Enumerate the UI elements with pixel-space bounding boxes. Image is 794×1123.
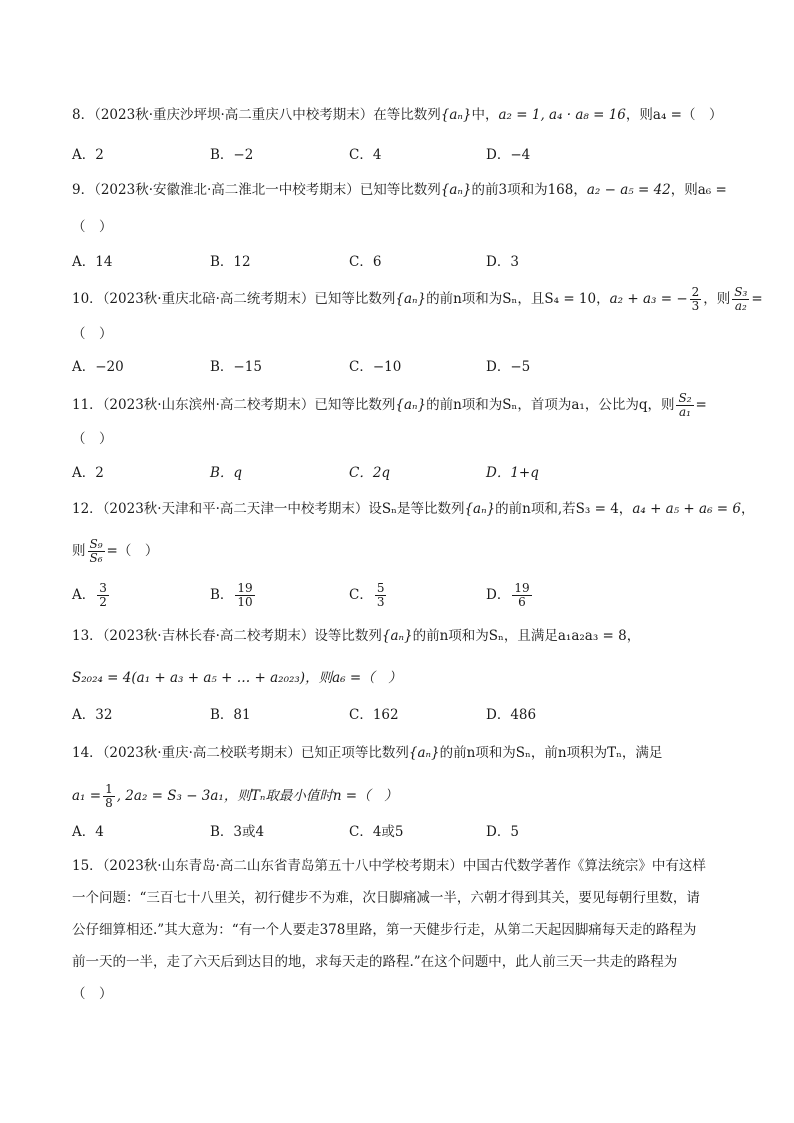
- condition: a₂ = 1, a₄ · a₈ = 16: [498, 107, 626, 123]
- question-number: 13．: [72, 628, 103, 644]
- question-text: 的前n项和为Sₙ，前n项积为Tₙ，满足: [439, 745, 663, 761]
- question-number: 8．: [72, 107, 95, 123]
- question-source: （2023秋·重庆北碚·高二统考期末）已知等比数列: [102, 291, 396, 307]
- answer-paren-11: [72, 430, 732, 448]
- fraction-one-eighth: [103, 783, 115, 810]
- sequence-symbol: {aₙ}: [440, 107, 472, 123]
- question-14: [72, 744, 732, 762]
- question-text: 的前n项和为Sₙ，首项为a₁，公比为q，则: [426, 397, 675, 413]
- question-formula: , 2a₂ = S₃ − 3a₁，则Tₙ取最小值时n =（ ）: [116, 788, 398, 804]
- answer-paren: （ ）: [72, 219, 113, 235]
- question-source: （2023秋·重庆·高二校联考期末）已知正项等比数列: [102, 745, 409, 761]
- fraction-two-thirds: [690, 286, 702, 313]
- question-13: [72, 627, 732, 645]
- option-c[interactable]: C．4或5: [349, 824, 404, 840]
- question-12: [72, 500, 755, 518]
- answer-paren: （ ）: [72, 431, 113, 447]
- sequence-symbol: {aₙ}: [408, 745, 440, 761]
- option-a[interactable]: A．4: [72, 824, 104, 840]
- options-8: [72, 146, 732, 168]
- fraction-denominator: a₂: [734, 299, 747, 313]
- fraction-numerator: S₉: [89, 537, 103, 551]
- sequence-symbol: {aₙ}: [395, 291, 427, 307]
- question-source: （2023秋·吉林长春·高二校考期末）设等比数列: [102, 628, 382, 644]
- fraction-denominator: S₆: [89, 551, 103, 565]
- fraction-numerator: 3: [99, 581, 107, 595]
- fraction-denominator: 6: [518, 595, 526, 609]
- comma: ，: [703, 291, 717, 307]
- question-9: [72, 181, 732, 199]
- equals-sign: =: [695, 397, 707, 413]
- option-d[interactable]: D．−4: [486, 147, 531, 163]
- option-a[interactable]: A．14: [72, 254, 113, 270]
- question-15-line4: [72, 953, 732, 971]
- question-text: 中，: [471, 107, 499, 123]
- condition: a₂ + a₃ = −: [609, 291, 688, 307]
- option-c[interactable]: C．162: [349, 707, 399, 723]
- question-text: 的前n项和为Sₙ，且满足a₁a₂a₃ = 8，: [412, 628, 641, 644]
- option-fraction: [375, 582, 387, 609]
- option-d[interactable]: D．−5: [486, 359, 531, 375]
- fraction-denominator: 10: [237, 595, 253, 609]
- answer-paren: （ ）: [72, 326, 113, 342]
- question-source: （2023秋·天津和平·高二天津一中校考期末）设Sₙ是等比数列: [102, 501, 465, 517]
- question-8: [72, 106, 732, 124]
- question-source: （2023秋·山东滨州·高二校考期末）已知等比数列: [102, 397, 396, 413]
- option-a[interactable]: A．2: [72, 465, 104, 481]
- question-line: 一个问题：“三百七十八里关，初行健步不为难，次日脚痛减一半，六朝才得到其关，要见每朝行里数，请: [72, 890, 700, 906]
- fraction-numerator: 2: [691, 285, 700, 299]
- option-label: C．: [349, 587, 373, 603]
- option-c[interactable]: C．4: [349, 147, 382, 163]
- option-d[interactable]: D．1+q: [486, 465, 539, 481]
- answer-paren-10: [72, 325, 732, 343]
- option-d[interactable]: [486, 582, 534, 609]
- option-b[interactable]: B．3或4: [210, 824, 265, 840]
- option-fraction: [512, 582, 531, 609]
- fraction-numerator: 1: [105, 782, 113, 796]
- option-fraction: [97, 582, 109, 609]
- sequence-symbol: {aₙ}: [381, 628, 413, 644]
- fraction-denominator: a₁: [679, 405, 691, 419]
- option-c[interactable]: C．6: [349, 254, 382, 270]
- equals-sign: =: [751, 291, 763, 307]
- fraction-numerator: 19: [237, 581, 253, 595]
- option-d[interactable]: D．3: [486, 254, 519, 270]
- options-10: [72, 358, 732, 380]
- answer-paren: （ ）: [72, 986, 113, 1002]
- question-number: 11．: [72, 397, 103, 413]
- sequence-symbol: {aₙ}: [440, 182, 472, 198]
- sequence-symbol: {aₙ}: [395, 397, 427, 413]
- option-d[interactable]: D．486: [486, 707, 537, 723]
- question-text: 的前n项和,若S₃ = 4，: [495, 501, 633, 517]
- fraction-denominator: 3: [376, 595, 385, 609]
- option-b[interactable]: B．81: [210, 707, 251, 723]
- question-source: （2023秋·重庆沙坪坝·高二重庆八中校考期末）在等比数列: [94, 107, 441, 123]
- question-ask: ，则a₆ =: [670, 182, 727, 198]
- option-a[interactable]: A．32: [72, 707, 113, 723]
- question-ask-end: =（ ）: [106, 543, 159, 559]
- fraction-numerator: S₃: [734, 285, 748, 299]
- question-14-line2: [72, 783, 732, 810]
- option-a[interactable]: [72, 582, 111, 609]
- question-number: 9．: [72, 182, 95, 198]
- question-ask: 则: [716, 291, 731, 307]
- sequence-symbol: {aₙ}: [464, 501, 496, 517]
- question-15-line2: [72, 889, 732, 907]
- question-12-line2: [72, 538, 732, 565]
- options-12: [72, 581, 732, 609]
- question-number: 10．: [72, 291, 103, 307]
- question-ask: ，则a₄ =（ ）: [625, 107, 723, 123]
- fraction-numerator: 5: [376, 581, 385, 595]
- condition: a₂ − a₅ = 42: [586, 182, 671, 198]
- option-fraction: [235, 582, 254, 609]
- fraction-denominator: 2: [99, 595, 107, 609]
- question-line: （2023秋·山东青岛·高二山东省青岛第五十八中学校考期末）中国古代数学著作《算法统宗》中有这样: [102, 858, 706, 874]
- option-label: B．: [210, 587, 234, 603]
- question-line: 公仔细算相还.”其大意为：“有一个人要走378里路，第一天健步行走，从第二天起因脚痛每天走的路程为: [72, 922, 697, 938]
- option-c[interactable]: C．2q: [349, 465, 391, 481]
- question-13-line2: [72, 669, 732, 687]
- fraction-s2-a1: [676, 392, 693, 419]
- question-15-line3: [72, 921, 732, 939]
- options-9: [72, 253, 732, 275]
- fraction-denominator: 3: [691, 299, 700, 313]
- option-d[interactable]: D．5: [486, 824, 519, 840]
- option-c[interactable]: C．−10: [349, 359, 402, 375]
- question-formula: S₂₀₂₄ = 4(a₁ + a₃ + a₅ + … + a₂₀₂₃)，则a₆ =（ ）: [72, 670, 402, 686]
- options-14: [72, 823, 732, 845]
- question-number: 15．: [72, 858, 103, 874]
- option-b[interactable]: B．−15: [210, 359, 262, 375]
- question-10: [72, 285, 763, 313]
- fraction-denominator: 8: [105, 796, 113, 810]
- options-11: [72, 464, 732, 486]
- a1-equals: a₁ =: [72, 788, 102, 804]
- question-text: 的前n项和为Sₙ，且S₄ = 10，: [426, 291, 610, 307]
- question-text: 的前3项和为168，: [471, 182, 587, 198]
- option-b[interactable]: B．−2: [210, 147, 254, 163]
- question-15: [72, 857, 732, 875]
- option-label: D．: [486, 587, 511, 603]
- option-a[interactable]: A．2: [72, 147, 104, 163]
- option-b[interactable]: B．q: [210, 465, 243, 481]
- answer-paren-15: [72, 985, 732, 1003]
- option-b[interactable]: [210, 582, 257, 609]
- options-13: [72, 706, 732, 728]
- fraction-s3-a2: [732, 286, 749, 313]
- question-source: （2023秋·安徽淮北·高二淮北一中校考期末）已知等比数列: [94, 182, 441, 198]
- option-c[interactable]: [349, 582, 388, 609]
- question-number: 14．: [72, 745, 103, 761]
- question-line: 前一天的一半，走了六天后到达目的地，求每天走的路程.”在这个问题中，此人前三天一共走的路程为: [72, 954, 678, 970]
- comma: ，: [740, 501, 755, 517]
- option-b[interactable]: B．12: [210, 254, 251, 270]
- question-ask: 则: [72, 543, 86, 559]
- answer-paren-9: [72, 218, 732, 236]
- fraction-numerator: 19: [514, 581, 530, 595]
- option-a[interactable]: A．−20: [72, 359, 124, 375]
- option-label: A．: [72, 587, 96, 603]
- condition: a₄ + a₅ + a₆ = 6: [632, 501, 741, 517]
- fraction-s9-s6: [88, 538, 105, 565]
- question-11: [72, 392, 732, 419]
- question-number: 12．: [72, 501, 103, 517]
- fraction-numerator: S₂: [678, 391, 692, 405]
